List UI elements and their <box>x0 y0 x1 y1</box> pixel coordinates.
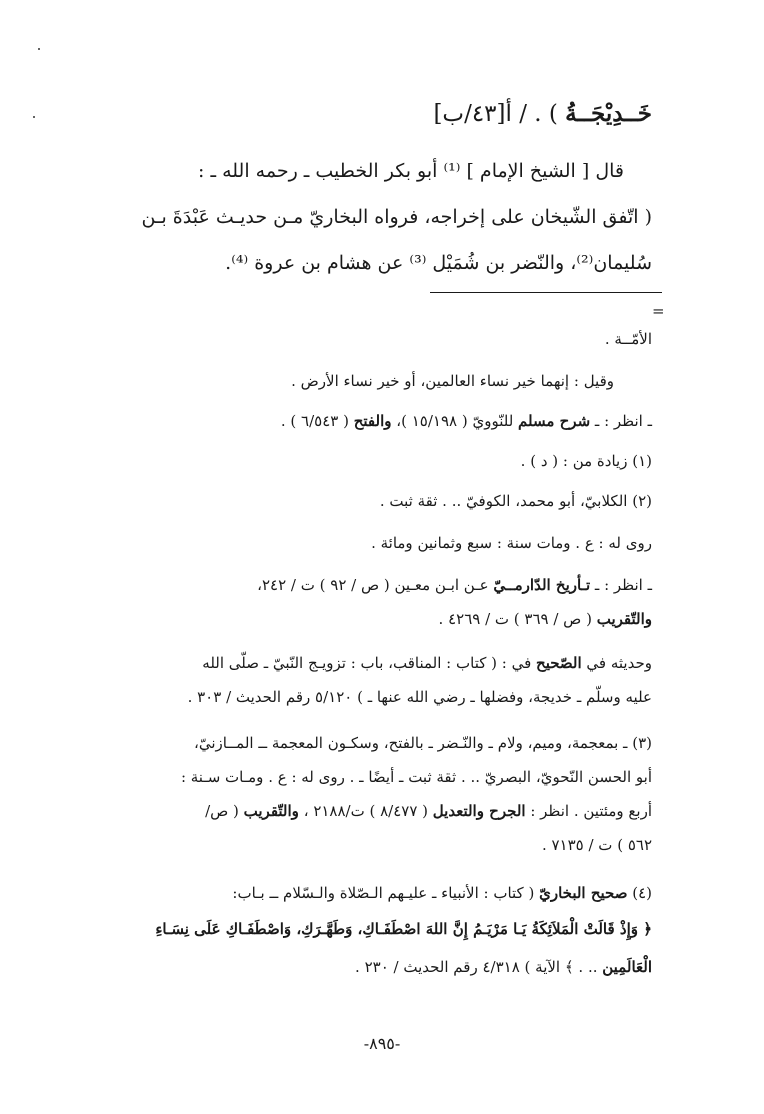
quran-verse: ﴿ وَإِذْ قَالَتْ الْمَلاَئِكَةُ يَـا مَرْيَـمُ إِنَّ اللهَ اصْطَفَـاكِ، وَطَهَّـرَكِ، وَاصْطَفَـاكِ عَلَى نِسَـاءِ <box>155 920 652 938</box>
scan-speck <box>33 116 35 118</box>
footnote-line: وقيل : إنهما خير نساء العالمين، أو خير نساء الأرض . <box>291 372 614 390</box>
footnote-line: الأمّــة . <box>604 330 652 348</box>
footnote-line: وحديثه في الصّحيح في : ( كتاب : المناقب، باب : تزويـج النّبيّ ـ صلّى الله <box>202 654 652 672</box>
footnote-3: (٣) ـ بمعجمة، وميم، ولام ـ والنّـضر ـ بالفتح، وسكـون المعجمة ــ المــازنيّ، <box>194 734 652 752</box>
footnote-separator <box>430 292 662 293</box>
heading-name: خَــدِيْجَــةُ <box>565 100 652 127</box>
footnote-line: ـ انظر : ـ تـأريخ الدّارمــيّ عـن ابـن معـين ( ص / ٩٢ ) ت / ٢٤٢، <box>257 576 652 594</box>
continuation-mark: = <box>652 302 665 320</box>
main-line-3: سُليمان⁽²⁾، والنّضر بن شُمَيْل ⁽³⁾ عن هشام بن عروة ⁽⁴⁾. <box>225 252 652 274</box>
footnote-line: روى له : ع . ومات سنة : سبع وثمانين ومائة . <box>371 534 652 552</box>
footnote-4: (٤) صحيح البخاريّ ( كتاب : الأنبياء ـ عليـهم الـصّلاة والـسّلام ــ بـاب: <box>232 884 652 902</box>
footnote-1: (١) زيادة من : ( د ) . <box>520 452 652 470</box>
heading <box>433 100 652 129</box>
footnote-line: ـ انظر : ـ شرح مسلم للنّوويّ ( ١٥/١٩٨ )، والفتح ( ٦/٥٤٣ ) . <box>280 412 652 430</box>
footnote-line: الْعَالَمِين .. . ﴾ الآية ) ٤/٣١٨ رقم الحديث / ٢٣٠ . <box>355 958 652 976</box>
page-number: -٨٩٥- <box>363 1034 401 1053</box>
scan-speck <box>38 48 40 50</box>
footnote-line: عليه وسلّم ـ خديجة، وفضلها ـ رضي الله عنها ـ ) ٥/١٢٠ رقم الحديث / ٣٠٣ . <box>187 688 652 706</box>
main-line-1: قال [ الشيخ الإمام ] ⁽¹⁾ أبو بكر الخطيب ـ رحمه الله ـ : <box>198 160 624 182</box>
footnote-line: أبو الحسن النّحويّ، البصريّ .. . ثقة ثبت ـ أيضًا ـ . روى له : ع . ومـات سـنة : <box>180 768 652 786</box>
heading-ref: ) . / أ[٤٣/ب] <box>433 101 566 127</box>
footnote-line: ٥٦٢ ) ت / ٧١٣٥ . <box>541 836 652 854</box>
footnote-line: أربع ومئتين . انظر : الجرح والتعديل ( ٨/٤٧٧ ) ت/٢١٨٨ ، والتّقريب ( ص/ <box>205 802 652 820</box>
footnote-2: (٢) الكلابيّ، أبو محمد، الكوفيّ .. . ثقة ثبت . <box>379 492 652 510</box>
footnote-line: والتّقريب ( ص / ٣٦٩ ) ت / ٤٢٦٩ . <box>438 610 652 628</box>
main-line-2: ( اتّفق الشّيخان على إخراجه، فرواه البخاريّ مـن حديـث عَبْدَةَ بـن <box>141 206 652 228</box>
